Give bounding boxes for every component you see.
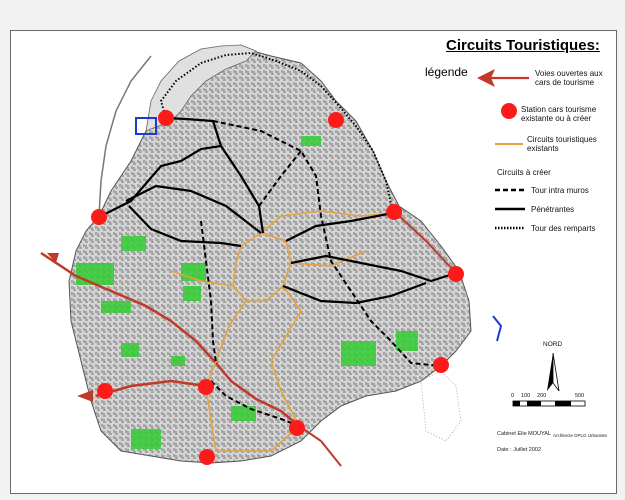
station-east — [448, 266, 464, 282]
station-southeast — [433, 357, 449, 373]
map-title: Circuits Touristiques: — [446, 37, 600, 54]
credit-date: Date : Juillet 2002 — [497, 447, 542, 453]
legend-station-symbol — [501, 103, 517, 119]
legend-road-symbol — [477, 69, 529, 87]
north-label: NORD — [543, 341, 563, 348]
station-east-upper — [386, 204, 402, 220]
legend-to-create-heading: Circuits à créer — [497, 168, 551, 177]
station-south-west-inner — [198, 379, 214, 395]
credit-role: Architecte DPLG Urbaniste — [553, 433, 608, 438]
city-footprint — [69, 49, 471, 463]
legend-remparts-label: Tour des remparts — [531, 224, 596, 233]
city-map — [11, 31, 616, 493]
north-arrow-icon — [547, 353, 559, 391]
scale-label-100: 100 — [521, 393, 531, 399]
station-west — [91, 209, 107, 225]
station-northeast — [328, 112, 344, 128]
legend-heading: légende — [425, 65, 468, 79]
scale-label-200: 200 — [537, 393, 547, 399]
legend-intra-label: Tour intra muros — [531, 186, 589, 195]
map-panel — [10, 30, 617, 494]
scale-bar — [513, 401, 585, 406]
road-arrow-southwest — [77, 390, 93, 402]
station-south-far — [199, 449, 215, 465]
southeast-dots — [421, 371, 461, 441]
station-southwest — [97, 383, 113, 399]
scale-label-500: 500 — [575, 393, 585, 399]
legend-penetrantes-label: Pénétrantes — [531, 205, 575, 214]
legend-stations-label: Station cars tourisme existante ou à créer — [521, 105, 597, 123]
blue-east-marker — [493, 316, 501, 341]
scale-label-0: 0 — [511, 393, 515, 399]
credit-office: Cabinet Elie MOUYAL — [497, 431, 552, 437]
legend-existing-label: Circuits touristiques existants — [527, 135, 597, 153]
station-south — [289, 420, 305, 436]
legend-roads-label: Voies ouvertes aux cars de tourisme — [535, 69, 603, 87]
station-north — [158, 110, 174, 126]
